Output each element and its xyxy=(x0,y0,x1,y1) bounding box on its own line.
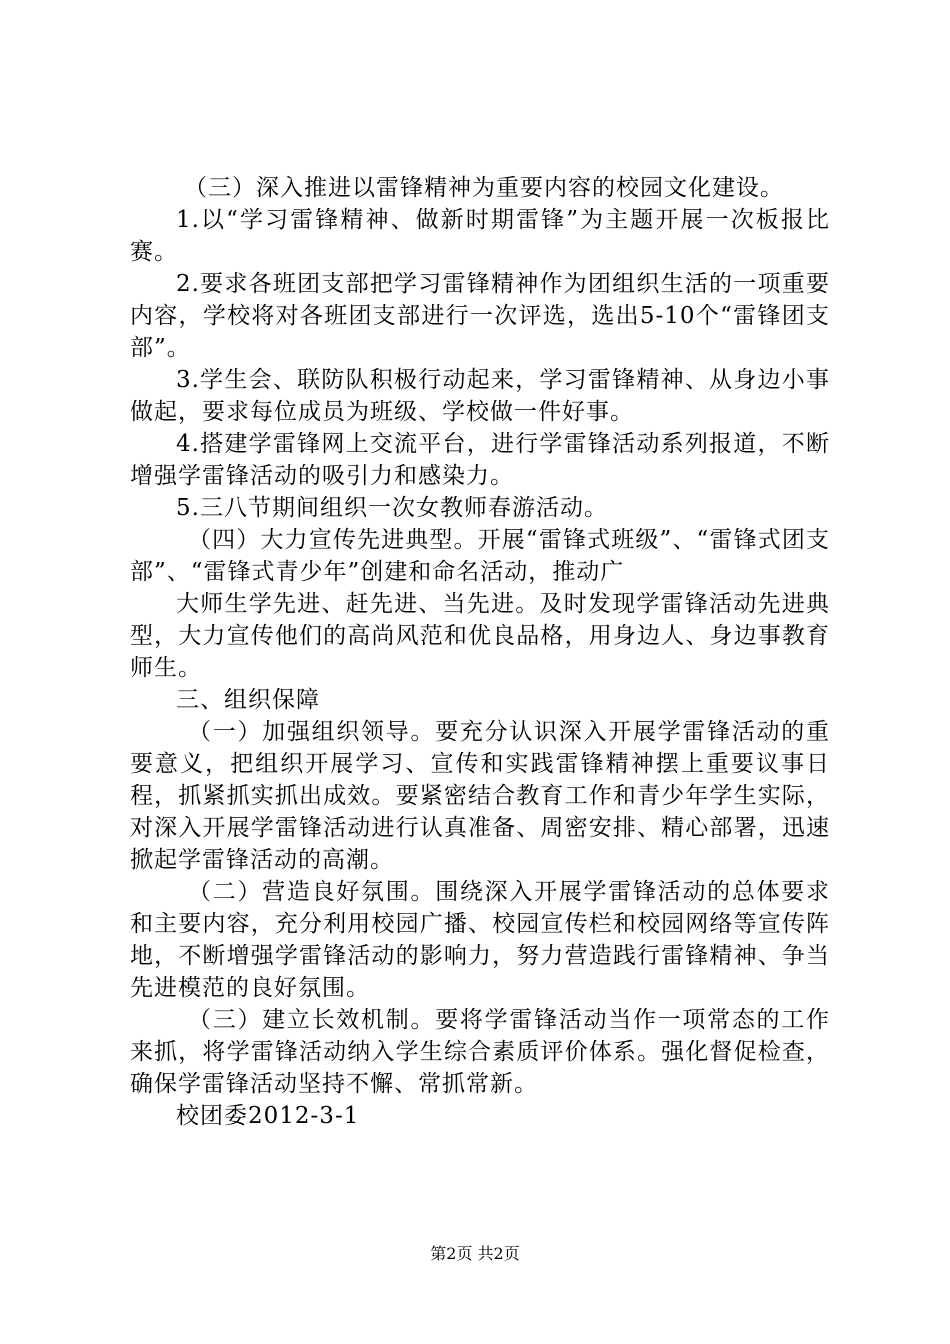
paragraph-item-4: 4.搭建学雷锋网上交流平台，进行学雷锋活动系列报道，不断增强学雷锋活动的吸引力和感染力。 xyxy=(130,431,830,489)
paragraph-item-2: 2.要求各班团支部把学习雷锋精神作为团组织生活的一项重要内容，学校将对各班团支部进行一次评选，选出5-10个“雷锋团支部”。 xyxy=(130,271,830,361)
paragraph-section-4: （四）大力宣传先进典型。开展“雷锋式班级”、“雷锋式团支部”、“雷锋式青少年”创建和命名活动，推动广 xyxy=(130,527,830,585)
document-body xyxy=(130,172,830,1132)
paragraph-guarantee-3: （三）建立长效机制。要将学雷锋活动当作一项常态的工作来抓，将学雷锋活动纳入学生综合素质评价体系。强化督促检查，确保学雷锋活动坚持不懈、常抓常新。 xyxy=(130,1007,830,1097)
paragraph-item-3: 3.学生会、联防队积极行动起来，学习雷锋精神、从身边小事做起，要求每位成员为班级、学校做一件好事。 xyxy=(130,367,830,425)
paragraph-item-5: 5.三八节期间组织一次女教师春游活动。 xyxy=(176,495,608,521)
page-footer: 第2页 共2页 xyxy=(430,1244,520,1263)
signature-line: 校团委2012-3-1 xyxy=(176,1103,360,1129)
paragraph-guarantee-1: （一）加强组织领导。要充分认识深入开展学雷锋活动的重要意义，把组织开展学习、宣传和实践雷锋精神摆上重要议事日程，抓紧抓实抓出成效。要紧密结合教育工作和青少年学生实际，对深入开展学雷锋活动进行认真准备、周密安排、精心部署，迅速掀起学雷锋活动的高潮。 xyxy=(130,719,830,873)
paragraph-guarantee-2: （二）营造良好氛围。围绕深入开展学雷锋活动的总体要求和主要内容，充分利用校园广播、校园宣传栏和校园网络等宣传阵地，不断增强学雷锋活动的影响力，努力营造践行雷锋精神、争当先进模范的良好氛围。 xyxy=(130,879,830,1001)
heading-organization-guarantee: 三、组织保障 xyxy=(176,687,320,713)
paragraph-item-1: 1.以“学习雷锋精神、做新时期雷锋”为主题开展一次板报比赛。 xyxy=(130,207,830,265)
paragraph-section-4-continued: 大师生学先进、赶先进、当先进。及时发现学雷锋活动先进典型，大力宣传他们的高尚风范和优良品格，用身边人、身边事教育师生。 xyxy=(130,591,830,681)
paragraph-section-3: （三）深入推进以雷锋精神为重要内容的校园文化建设。 xyxy=(184,175,784,201)
